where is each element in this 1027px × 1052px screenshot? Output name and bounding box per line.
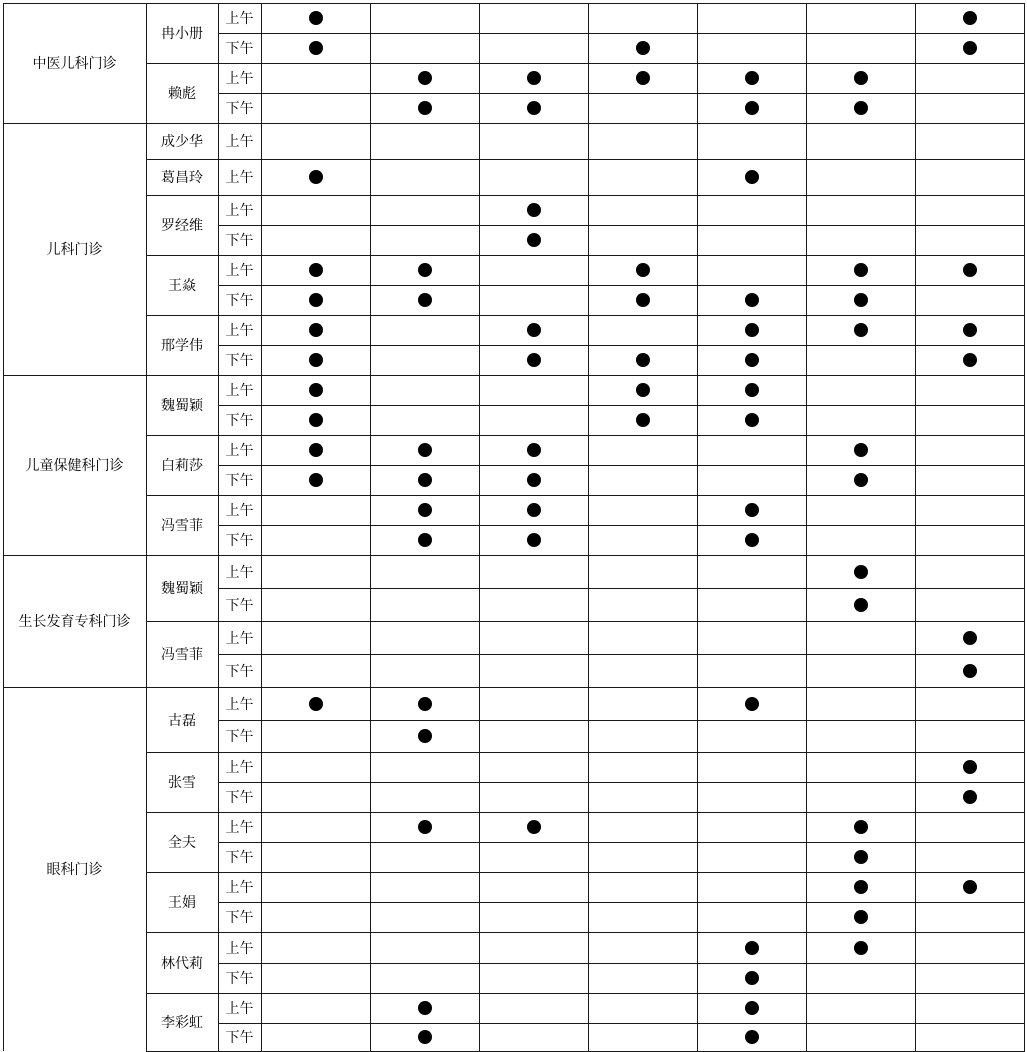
- grid-line-h: [218, 932, 1025, 933]
- schedule-dot: [963, 41, 977, 55]
- session-label: 下午: [225, 41, 254, 57]
- doctor-name: 古磊: [168, 712, 196, 729]
- schedule-dot: [854, 263, 868, 277]
- schedule-dot: [854, 443, 868, 457]
- schedule-dot: [309, 170, 323, 184]
- doctor-name: 白莉莎: [161, 458, 203, 474]
- session-label: 上午: [225, 564, 254, 581]
- grid-line-h: [218, 525, 1025, 526]
- department-name: 中医儿科门诊: [32, 56, 117, 72]
- doctor-name: 成少华: [161, 134, 203, 150]
- schedule-dot: [963, 263, 977, 277]
- grid-line-h: [218, 495, 1025, 496]
- schedule-dot: [963, 323, 977, 337]
- doctor-name: 王娟: [168, 895, 196, 911]
- doctor-name: 邢学伟: [161, 338, 203, 354]
- schedule-dot: [854, 880, 868, 894]
- schedule-dot: [527, 101, 541, 115]
- schedule-dot: [745, 383, 759, 397]
- schedule-dot: [745, 941, 759, 955]
- grid-line-h: [218, 902, 1025, 903]
- schedule-dot: [418, 533, 432, 547]
- schedule-dot: [854, 323, 868, 337]
- department-name: 儿科门诊: [46, 242, 103, 258]
- grid-line-h: [218, 993, 1025, 994]
- grid-line-h: [218, 812, 1025, 813]
- session-label: 下午: [225, 473, 254, 489]
- schedule-dot: [854, 598, 868, 612]
- session-label: 下午: [225, 533, 254, 549]
- grid-line-h: [218, 872, 1025, 873]
- session-label: 下午: [225, 1030, 254, 1046]
- session-label: 下午: [225, 597, 254, 614]
- grid-line-h: [218, 621, 1025, 622]
- schedule-dot: [636, 71, 650, 85]
- session-label: 上午: [225, 630, 254, 647]
- schedule-dot: [854, 473, 868, 487]
- doctor-name: 罗经维: [161, 218, 203, 234]
- doctor-name: 冯雪菲: [161, 518, 203, 534]
- doctor-name: 葛昌玲: [161, 170, 203, 186]
- session-label: 上午: [225, 203, 254, 219]
- grid-line-h: [218, 375, 1025, 376]
- schedule-dot: [854, 910, 868, 924]
- schedule-dot: [309, 473, 323, 487]
- session-label: 下午: [225, 790, 254, 806]
- grid-line-h: [218, 1023, 1025, 1024]
- session-label: 下午: [225, 233, 254, 249]
- schedule-dot: [309, 41, 323, 55]
- schedule-dot: [636, 413, 650, 427]
- department-name: 儿童保健科门诊: [25, 458, 124, 474]
- grid-line-h: [218, 405, 1025, 406]
- schedule-dot: [963, 11, 977, 25]
- schedule-dot: [418, 293, 432, 307]
- grid-line-h: [218, 315, 1025, 316]
- schedule-dot: [854, 820, 868, 834]
- grid-line-v: [697, 3, 698, 1051]
- schedule-dot: [527, 71, 541, 85]
- schedule-dot: [309, 383, 323, 397]
- schedule-dot: [309, 11, 323, 25]
- schedule-dot: [745, 101, 759, 115]
- schedule-dot: [527, 353, 541, 367]
- grid-line-v: [479, 3, 480, 1051]
- session-label: 上午: [225, 503, 254, 519]
- session-label: 上午: [225, 263, 254, 279]
- session-label: 上午: [225, 696, 254, 713]
- session-label: 下午: [225, 293, 254, 309]
- grid-line-h: [218, 255, 1025, 256]
- session-label: 下午: [225, 729, 254, 745]
- session-label: 上午: [225, 11, 254, 27]
- schedule-dot: [418, 1030, 432, 1044]
- schedule-dot: [854, 565, 868, 579]
- schedule-dot: [854, 71, 868, 85]
- session-label: 上午: [225, 170, 254, 186]
- grid-line-h: [218, 123, 1025, 124]
- grid-line-h: [218, 225, 1025, 226]
- session-label: 下午: [225, 663, 254, 680]
- schedule-dot: [854, 850, 868, 864]
- schedule-dot: [527, 323, 541, 337]
- session-label: 上午: [225, 323, 254, 339]
- doctor-name: 冯雪菲: [161, 647, 203, 663]
- schedule-dot: [418, 729, 432, 743]
- session-label: 下午: [225, 910, 254, 926]
- schedule-dot: [745, 503, 759, 517]
- doctor-name: 全夫: [168, 835, 196, 851]
- session-label: 下午: [225, 353, 254, 369]
- department-name: 眼科门诊: [46, 862, 103, 878]
- schedule-dot: [418, 473, 432, 487]
- schedule-dot: [745, 533, 759, 547]
- doctor-name: 林代莉: [161, 955, 203, 972]
- schedule-dot: [418, 503, 432, 517]
- schedule-dot: [963, 760, 977, 774]
- grid-line-h: [218, 195, 1025, 196]
- session-label: 下午: [225, 101, 254, 117]
- doctor-name: 魏蜀颖: [161, 398, 203, 414]
- grid-line-h: [218, 435, 1025, 436]
- grid-line-h: [218, 752, 1025, 753]
- schedule-dot: [745, 1001, 759, 1015]
- schedule-dot: [309, 293, 323, 307]
- schedule-dot: [418, 71, 432, 85]
- schedule-dot: [309, 263, 323, 277]
- schedule-dot: [854, 101, 868, 115]
- doctor-name: 魏蜀颖: [161, 581, 203, 597]
- grid-line-v: [1024, 3, 1025, 1051]
- grid-line-h: [218, 159, 1025, 160]
- grid-line-h: [218, 345, 1025, 346]
- grid-line-h: [3, 3, 1025, 4]
- schedule-dot: [745, 971, 759, 985]
- grid-line-v: [370, 3, 371, 1051]
- schedule-dot: [963, 790, 977, 804]
- session-label: 上午: [225, 760, 254, 776]
- schedule-dot: [527, 820, 541, 834]
- schedule-dot: [963, 664, 977, 678]
- doctor-name: 王焱: [168, 278, 196, 294]
- grid-line-v: [806, 3, 807, 1051]
- session-label: 上午: [225, 1001, 254, 1017]
- grid-line-h: [218, 555, 1025, 556]
- doctor-name: 冉小册: [161, 26, 203, 42]
- schedule-dot: [418, 443, 432, 457]
- schedule-dot: [527, 533, 541, 547]
- session-label: 下午: [225, 413, 254, 429]
- grid-line-h: [218, 963, 1025, 964]
- schedule-dot: [418, 697, 432, 711]
- schedule-dot: [418, 101, 432, 115]
- schedule-dot: [636, 41, 650, 55]
- grid-line-v: [588, 3, 589, 1051]
- session-label: 上午: [225, 880, 254, 896]
- schedule-dot: [854, 293, 868, 307]
- department-name: 生长发育专科门诊: [18, 614, 131, 630]
- doctor-name: 赖彪: [168, 86, 196, 102]
- doctor-name: 李彩虹: [161, 1015, 203, 1031]
- schedule-dot: [963, 353, 977, 367]
- grid-line-h: [218, 588, 1025, 589]
- schedule-dot: [527, 473, 541, 487]
- schedule-dot: [745, 353, 759, 367]
- schedule-dot: [963, 631, 977, 645]
- grid-line-v: [915, 3, 916, 1051]
- session-label: 上午: [225, 443, 254, 459]
- schedule-dot: [309, 443, 323, 457]
- session-label: 上午: [225, 820, 254, 836]
- schedule-dot: [745, 697, 759, 711]
- session-label: 下午: [225, 971, 254, 987]
- schedule-dot: [636, 293, 650, 307]
- schedule-dot: [309, 323, 323, 337]
- doctor-name: 张雪: [168, 775, 196, 791]
- grid-line-h: [218, 782, 1025, 783]
- schedule-dot: [527, 503, 541, 517]
- schedule-dot: [745, 71, 759, 85]
- schedule-dot: [309, 413, 323, 427]
- session-label: 上午: [225, 383, 254, 399]
- grid-line-h: [218, 654, 1025, 655]
- schedule-dot: [745, 293, 759, 307]
- schedule-dot: [963, 880, 977, 894]
- grid-line-h: [218, 285, 1025, 286]
- grid-line-h: [218, 33, 1025, 34]
- session-label: 上午: [225, 940, 254, 957]
- schedule-dot: [636, 353, 650, 367]
- schedule-dot: [309, 353, 323, 367]
- schedule-dot: [418, 1001, 432, 1015]
- schedule-dot: [418, 820, 432, 834]
- schedule-dot: [854, 941, 868, 955]
- grid-line-h: [218, 842, 1025, 843]
- schedule-dot: [636, 263, 650, 277]
- session-label: 下午: [225, 850, 254, 866]
- schedule-dot: [745, 323, 759, 337]
- session-label: 上午: [225, 71, 254, 87]
- grid-line-h: [218, 720, 1025, 721]
- schedule-dot: [418, 263, 432, 277]
- schedule-dot: [636, 383, 650, 397]
- grid-line-h: [218, 465, 1025, 466]
- schedule-dot: [309, 697, 323, 711]
- schedule-dot: [527, 443, 541, 457]
- schedule-dot: [745, 1030, 759, 1044]
- schedule-dot: [527, 233, 541, 247]
- grid-line-h: [218, 93, 1025, 94]
- grid-line-h: [218, 63, 1025, 64]
- grid-line-h: [218, 687, 1025, 688]
- schedule-dot: [745, 170, 759, 184]
- schedule-dot: [527, 203, 541, 217]
- schedule-dot: [745, 413, 759, 427]
- session-label: 上午: [225, 134, 254, 150]
